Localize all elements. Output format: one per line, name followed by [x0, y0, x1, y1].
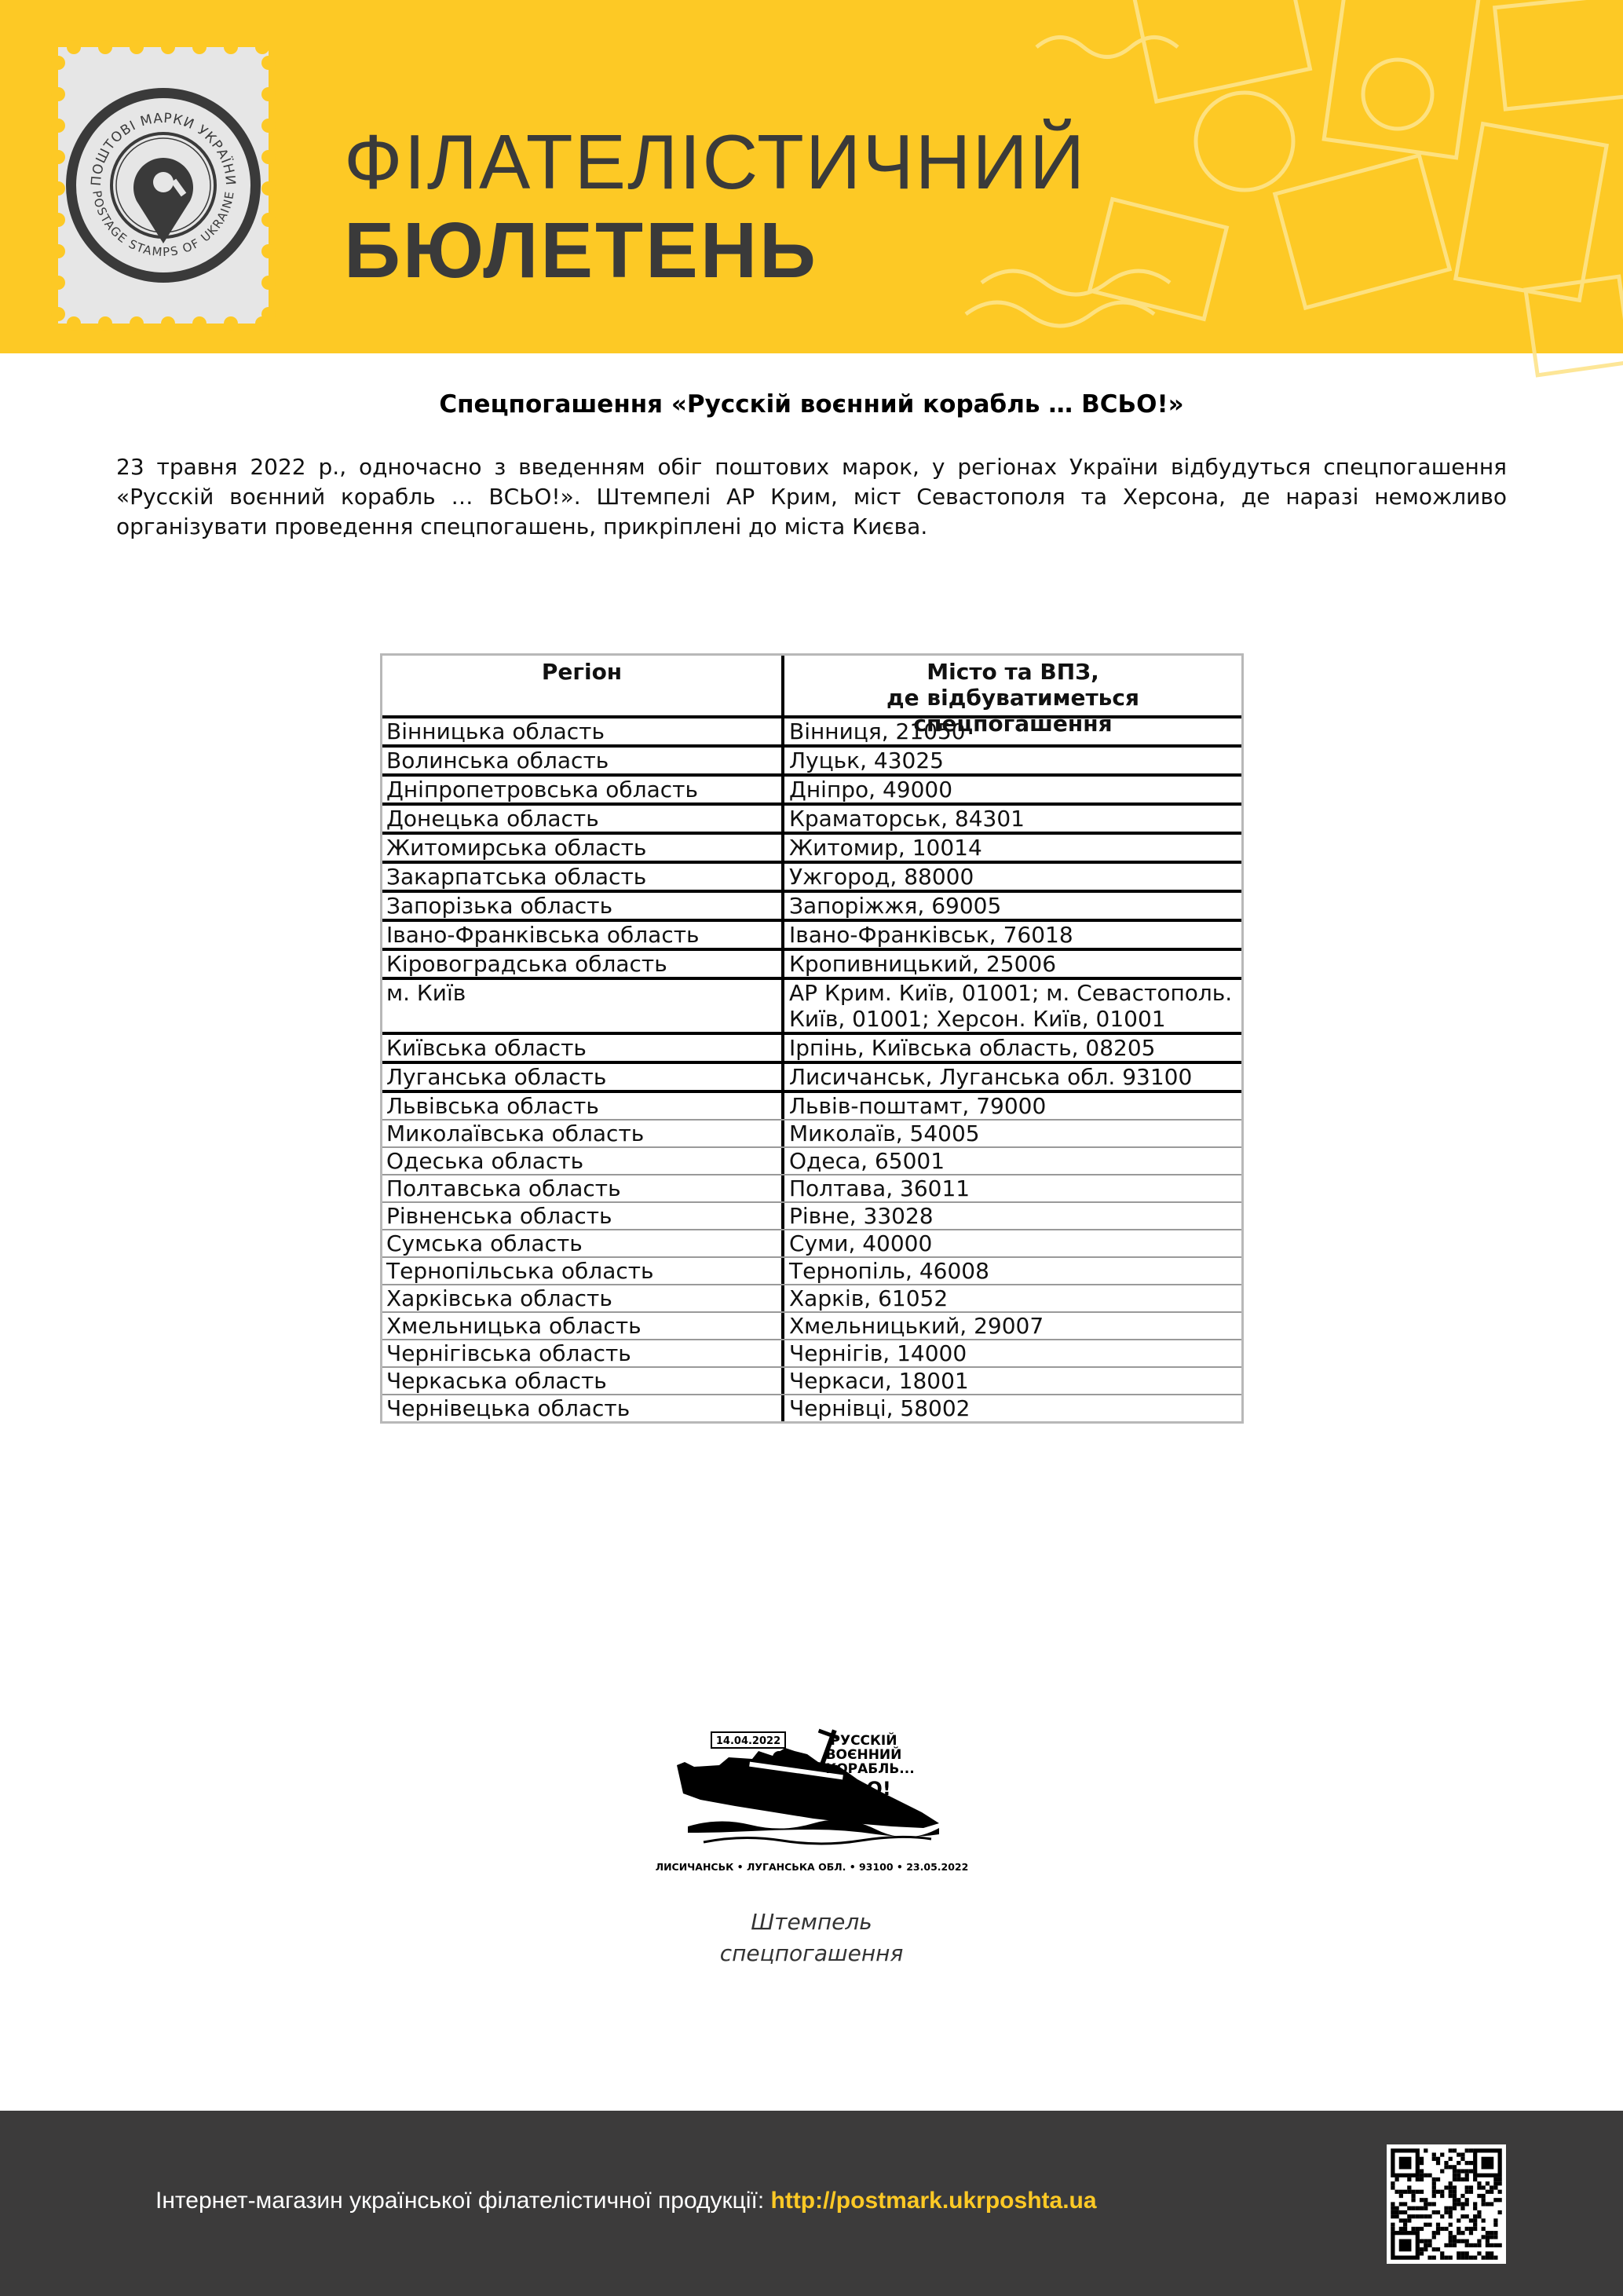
table-cell-region: Рівненська область [382, 1203, 784, 1229]
bulletin-title-line2: БЮЛЕТЕНЬ [344, 207, 818, 294]
table-cell-city: Харків, 61052 [789, 1285, 949, 1311]
postmark-line3: КОРАБЛЬ... [825, 1761, 915, 1777]
table-row [382, 1339, 1241, 1366]
header-region: Регіон [382, 656, 784, 715]
table-row [382, 861, 1241, 890]
table-cell-region: Полтавська область [382, 1175, 784, 1201]
postmark-line2: ВОЄННИЙ [825, 1747, 902, 1763]
table-cell-city: Чернігів, 14000 [789, 1340, 967, 1366]
table-row [382, 948, 1241, 977]
table-cell-city: Чернівці, 58002 [789, 1395, 971, 1421]
document-heading: Спецпогашення «Русскій воєнний корабль … ВСЬО!» [439, 390, 1184, 419]
bulletin-title-line1: ФІЛАТЕЛІСТИЧНИЙ [344, 119, 1087, 205]
table-row [382, 1090, 1241, 1119]
logo-text [58, 47, 269, 324]
table-cell-city: Суми, 40000 [789, 1230, 933, 1256]
special-postmark [655, 1724, 969, 1881]
table-row [382, 1256, 1241, 1284]
header-city-line2: де відбуватиметься спецпогашення [886, 685, 1139, 737]
table-row [382, 1032, 1241, 1061]
table-cell-region: Тернопільська область [382, 1258, 784, 1284]
table-row [382, 1174, 1241, 1201]
caption-line2: спецпогашення [719, 1940, 904, 1966]
table-cell-city: Луцьк, 43025 [789, 748, 944, 773]
table-cell-region: м. Київ [382, 980, 784, 1032]
table-cell-region: Львівська область [382, 1093, 784, 1119]
logo-bottom-text: POSTAGE STAMPS OF UKRAINE [90, 189, 237, 260]
table-cell-region: Вінницька область [382, 718, 784, 744]
table-row [382, 744, 1241, 773]
table-row [382, 1119, 1241, 1146]
table-cell-city: Краматорськ, 84301 [789, 806, 1025, 832]
table-cell-city: Кропивницький, 25006 [789, 951, 1057, 977]
table-row [382, 773, 1241, 803]
table-cell-region: Волинська область [382, 748, 784, 773]
table-cell-region: Житомирська область [382, 835, 784, 861]
table-cell-city: Житомир, 10014 [789, 835, 982, 861]
table-cell-region: Запорізька область [382, 893, 784, 919]
table-cell-city: АР Крим. Київ, 01001; м. Севастополь. Київ, 01001; Херсон. Київ, 01001 [789, 980, 1233, 1032]
postmark-line1: РУССКІЙ [830, 1733, 897, 1749]
table-cell-region: Івано-Франківська область [382, 922, 784, 948]
intro-paragraph: 23 травня 2022 р., одночасно з введенням обіг поштових марок, у регіонах України відбудуться спецпогашення «Русскій воєнний корабль … ВСЬО!». Штемпелі АР Крим, міст Севастополя та Херсона, де наразі неможливо організувати проведення спецпогашень, прикріплені до міста Києва. [116, 454, 1507, 539]
table-cell-city: Тернопіль, 46008 [789, 1258, 989, 1284]
table-row [382, 919, 1241, 948]
caption-line1: Штемпель [751, 1909, 872, 1935]
table-cell-city: Полтава, 36011 [789, 1175, 971, 1201]
table-cell-region: Дніпропетровська область [382, 777, 784, 803]
logo-top-text: ПОШТОВІ МАРКИ УКРАЇНИ [88, 110, 239, 187]
footer-label: Інтернет-магазин української філателістичної продукції: [155, 2188, 771, 2214]
table-cell-region: Луганська область [382, 1064, 784, 1090]
qr-code-icon[interactable] [1387, 2144, 1506, 2264]
table-cell-region: Донецька область [382, 806, 784, 832]
table-row [382, 1201, 1241, 1229]
table-cell-region: Харківська область [382, 1285, 784, 1311]
postmark-date: 14.04.2022 [715, 1735, 781, 1747]
table-row [382, 977, 1241, 1032]
header-city-line1: Місто та ВПЗ, [927, 659, 1099, 685]
table-row [382, 1061, 1241, 1090]
postmark-line4: ВСЬО! [824, 1778, 891, 1800]
table-cell-region: Сумська область [382, 1230, 784, 1256]
table-cell-city: Рівне, 33028 [789, 1203, 934, 1229]
table-cell-city: Ужгород, 88000 [789, 864, 974, 890]
table-row [382, 1311, 1241, 1339]
table-cell-region: Кіровоградська область [382, 951, 784, 977]
table-cell-city: Миколаїв, 54005 [789, 1121, 980, 1146]
table-row [382, 1394, 1241, 1421]
table-row [382, 1366, 1241, 1394]
postmark-caption [0, 1907, 1623, 1969]
page-footer [0, 2111, 1623, 2296]
table-cell-region: Хмельницька область [382, 1313, 784, 1339]
table-cell-city: Хмельницький, 29007 [789, 1313, 1044, 1339]
footer-text [155, 2188, 1097, 2214]
svg-text:ПОШТОВІ МАРКИ УКРАЇНИ [89, 111, 238, 187]
table-cell-city: Ірпінь, Київська область, 08205 [789, 1035, 1156, 1061]
table-cell-region: Закарпатська область [382, 864, 784, 890]
table-cell-city: Черкаси, 18001 [789, 1368, 969, 1394]
postmark-bottom-text: ЛИСИЧАНСЬК • ЛУГАНСЬКА ОБЛ. • 93100 • 23.05.2022 [655, 1861, 969, 1873]
table-cell-city: Івано-Франківськ, 76018 [789, 922, 1073, 948]
table-cell-city: Одеса, 65001 [789, 1148, 945, 1174]
table-cell-city: Дніпро, 49000 [789, 777, 953, 803]
footer-shop-link[interactable]: http://postmark.ukrposhta.ua [770, 2188, 1097, 2214]
table-cell-city: Львів-поштамт, 79000 [789, 1093, 1047, 1119]
table-cell-region: Чернівецька область [382, 1395, 784, 1421]
table-row [382, 1229, 1241, 1256]
table-cell-city: Лисичанськ, Луганська обл. 93100 [789, 1064, 1193, 1090]
table-row [382, 890, 1241, 919]
bulletin-header [0, 0, 1623, 353]
table-row [382, 803, 1241, 832]
table-cell-city: Вінниця, 21050 [789, 718, 966, 744]
table-cell-region: Миколаївська область [382, 1121, 784, 1146]
table-cell-city: Запоріжжя, 69005 [789, 893, 1002, 919]
table-row [382, 832, 1241, 861]
table-row [382, 715, 1241, 744]
table-cell-region: Черкаська область [382, 1368, 784, 1394]
table-row [382, 1284, 1241, 1311]
table-cell-region: Чернігівська область [382, 1340, 784, 1366]
table-cell-region: Київська область [382, 1035, 784, 1061]
table-cell-region: Одеська область [382, 1148, 784, 1174]
svg-text:POSTAGE STAMPS OF UKRAINE [90, 189, 237, 259]
table-row [382, 1146, 1241, 1174]
regions-table [380, 653, 1244, 1424]
